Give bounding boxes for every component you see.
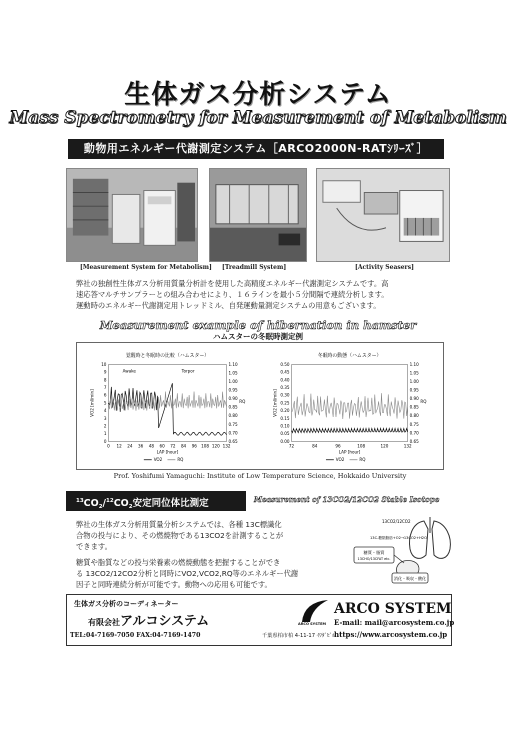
y2-tick-label: 0.65: [228, 438, 238, 444]
x-tick-label: 132: [403, 443, 412, 449]
y-tick-label: 0.25: [280, 400, 290, 406]
x-tick-label: 108: [357, 443, 366, 449]
intro-line: 速応答マルチサンプラーとの組み合わせにより、１６ラインを最小５分間隔で連続分析します。: [76, 290, 389, 299]
annotation-label: Torpor: [181, 368, 195, 374]
isotope-heading: $^{13}CO_2/^{12}CO_2$安定同位体比測定: [66, 491, 246, 511]
diagram-box1-line1: 糖質・脂質: [363, 550, 385, 555]
y2-tick-label: 0.85: [228, 404, 238, 410]
isotope-title-en: Measurement of 13CO2/12CO2 Stable Isotope: [254, 495, 440, 504]
isotope-paragraph-line: る 13CO2/12CO2分析と同時にVO2,VCO2,RQ等のエネルギー代謝: [76, 569, 299, 578]
y2-tick-label: 0.95: [409, 387, 419, 393]
x-tick-label: 72: [288, 443, 295, 449]
footer-email-link[interactable]: E-mail: mail@arcosystem.co.jp: [334, 618, 455, 627]
legend-label: VO2: [153, 457, 163, 463]
series-vo2-line: [108, 383, 226, 435]
annotation-label: Awake: [122, 368, 136, 374]
intro-line: 弊社の独創性生体ガス分析用質量分析計を使用した高精度エネルギー代謝測定システムです。高: [76, 279, 389, 288]
legend-label: RQ: [177, 457, 184, 463]
measurement-title-jp: ハムスターの冬眠時測定例: [213, 332, 303, 341]
y2-tick-label: 0.90: [228, 396, 238, 402]
y2-tick-label: 0.70: [409, 430, 419, 436]
x-tick-label: 48: [148, 443, 154, 449]
y-tick-label: 0.05: [280, 431, 290, 437]
y-tick-label: 9: [103, 369, 107, 375]
x-tick-label: 96: [191, 443, 197, 449]
chart-plot-area: [292, 365, 408, 442]
y-tick-label: 3: [103, 415, 107, 421]
treadmill-system-photo: [209, 168, 307, 262]
y-tick-label: 0.10: [280, 423, 290, 429]
y2-tick-label: 1.00: [409, 379, 419, 385]
footer-company: [88, 610, 209, 629]
logo-text: ARCO SYSTEM: [298, 622, 327, 626]
x-tick-label: 132: [222, 443, 231, 449]
x-tick-label: 72: [170, 443, 176, 449]
isotope-paragraph-line: 合物の投与により、その燃焼物である13CO2を計測することが: [76, 531, 284, 540]
y-tick-label: 0.15: [280, 415, 290, 421]
hibernation-charts: [76, 342, 444, 470]
chart-title: 覚醒時と冬眠時の比較（ハムスター）: [125, 352, 210, 359]
y-tick-label: 8: [103, 377, 107, 383]
y-tick-label: 0.45: [280, 369, 290, 375]
footer-coordinator: 生体ガス分析のコーディネーター: [74, 600, 179, 608]
page-title: 生体ガス分析システム: [124, 80, 392, 110]
y-tick-label: 1: [103, 431, 107, 437]
isotope-paragraph-line: できます。: [76, 542, 112, 551]
diagram-formula: 13C-糖類脂肪+O2→13CO2+H2O: [370, 536, 427, 540]
x-axis-label: LAP [hour]: [338, 449, 361, 455]
company-name: アルコシステム: [120, 614, 210, 629]
y2-axis-label: RQ: [239, 399, 246, 405]
x-tick-label: 120: [380, 443, 389, 449]
activity-sensors-photo: [316, 168, 450, 262]
measurement-title-en: Measurement example of hibernation in hamster: [99, 318, 417, 332]
x-tick-label: 96: [335, 443, 341, 449]
y-tick-label: 5: [103, 400, 107, 406]
x-tick-label: 108: [201, 443, 209, 449]
x-axis-label: LAP [hour]: [156, 449, 179, 455]
footer-address: 千葉県柏市柏 4-11-17 ｲﾜﾀﾞﾋﾞﾙ: [262, 633, 335, 639]
y-tick-label: 0.35: [280, 385, 290, 391]
x-tick-label: 84: [180, 443, 187, 449]
photo-caption-activity: [Activity Seasers]: [355, 264, 414, 271]
y-tick-label: 0.30: [280, 392, 290, 398]
y2-tick-label: 0.95: [228, 387, 238, 393]
x-tick-label: 120: [211, 443, 220, 449]
y-tick-label: 0.00: [280, 438, 290, 444]
y2-axis-label: RQ: [420, 399, 427, 405]
isotope-paragraph-line: 糖質や脂質などの投与栄養素の燃焼動態を把握することができ: [76, 558, 281, 567]
intro-line: 運動時のエネルギー代謝測定用トレッドミル、自発運動量測定システムの用意もございます。: [76, 301, 381, 310]
series-vo2-line: [292, 428, 408, 432]
y-tick-label: 0.20: [280, 408, 290, 414]
x-tick-label: 36: [137, 443, 144, 449]
product-banner: 動物用エネルギー代謝測定システム［ARCO2000N-RATｼﾘｰｽﾞ］: [68, 139, 444, 159]
y-tick-label: 6: [103, 392, 107, 398]
chart-title: 冬眠時の動態（ハムスター）: [317, 352, 382, 359]
y2-tick-label: 0.65: [409, 438, 419, 444]
isotope-paragraph-line: 因子と同時連続分析が可能です。動物への応用も可能です。: [76, 580, 272, 589]
y2-tick-label: 0.85: [409, 404, 419, 410]
y2-tick-label: 0.75: [409, 421, 419, 427]
y-axis-label: VO2 [ml/min]: [89, 389, 95, 417]
diagram-box1-line2: 13CHO/13CFAT etc.: [357, 557, 391, 561]
y-tick-label: 0.40: [280, 377, 290, 383]
y-tick-label: 0: [103, 438, 107, 444]
y2-tick-label: 1.10: [228, 362, 238, 368]
y2-tick-label: 0.75: [228, 421, 238, 427]
y2-tick-label: 1.05: [409, 370, 419, 376]
y-tick-label: 4: [103, 408, 107, 414]
y2-tick-label: 1.10: [409, 362, 419, 368]
x-tick-label: 0: [107, 443, 110, 449]
x-tick-label: 84: [312, 443, 318, 449]
y2-tick-label: 0.80: [409, 413, 419, 419]
footer-brand: ARCO SYSTEM: [334, 601, 452, 617]
legend-label: RQ: [359, 457, 366, 463]
y2-tick-label: 0.80: [228, 413, 238, 419]
photo-caption-metabolism: [Measurement System for Metabolism]: [80, 264, 212, 271]
x-tick-label: 24: [127, 443, 133, 449]
x-tick-label: 12: [116, 443, 122, 449]
x-tick-label: 60: [159, 443, 165, 449]
isotope-diagram: [352, 515, 460, 591]
measurement-credit: Prof. Yoshifumi Yamaguchi: Institute of Low Temperature Science, Hokkaido University: [113, 472, 407, 480]
arco-logo-icon: [300, 598, 330, 624]
y-tick-label: 0.50: [280, 362, 290, 368]
metabolism-system-photo: [66, 168, 198, 262]
y-axis-label: VO2 [ml/min]: [272, 389, 278, 417]
diagram-box2: 消化・吸収・酸化: [394, 576, 426, 581]
y2-tick-label: 1.05: [228, 370, 238, 376]
series-rq-line: [292, 393, 408, 419]
y-tick-label: 2: [103, 423, 107, 429]
company-prefix: 有限会社: [88, 618, 120, 627]
y2-tick-label: 0.90: [409, 396, 419, 402]
y-tick-label: 10: [101, 362, 107, 368]
photo-caption-treadmill: [Treadmill System]: [222, 264, 287, 271]
y2-tick-label: 0.70: [228, 430, 238, 436]
isotope-paragraph-line: 弊社の生体ガス分析用質量分析システムでは、各種 13C標識化: [76, 520, 282, 529]
footer-tel-fax: TEL:04-7169-7050 FAX:04-7169-1470: [70, 632, 201, 639]
footer-url-link[interactable]: https://www.arcosystem.co.jp: [334, 630, 448, 639]
y2-tick-label: 1.00: [228, 379, 238, 385]
diagram-top-label: 13CO2/12CO2: [382, 519, 411, 524]
legend-label: VO2: [335, 457, 345, 463]
y-tick-label: 7: [103, 385, 107, 391]
english-subtitle: Mass Spectrometry for Measurement of Metabolism: [9, 108, 507, 128]
